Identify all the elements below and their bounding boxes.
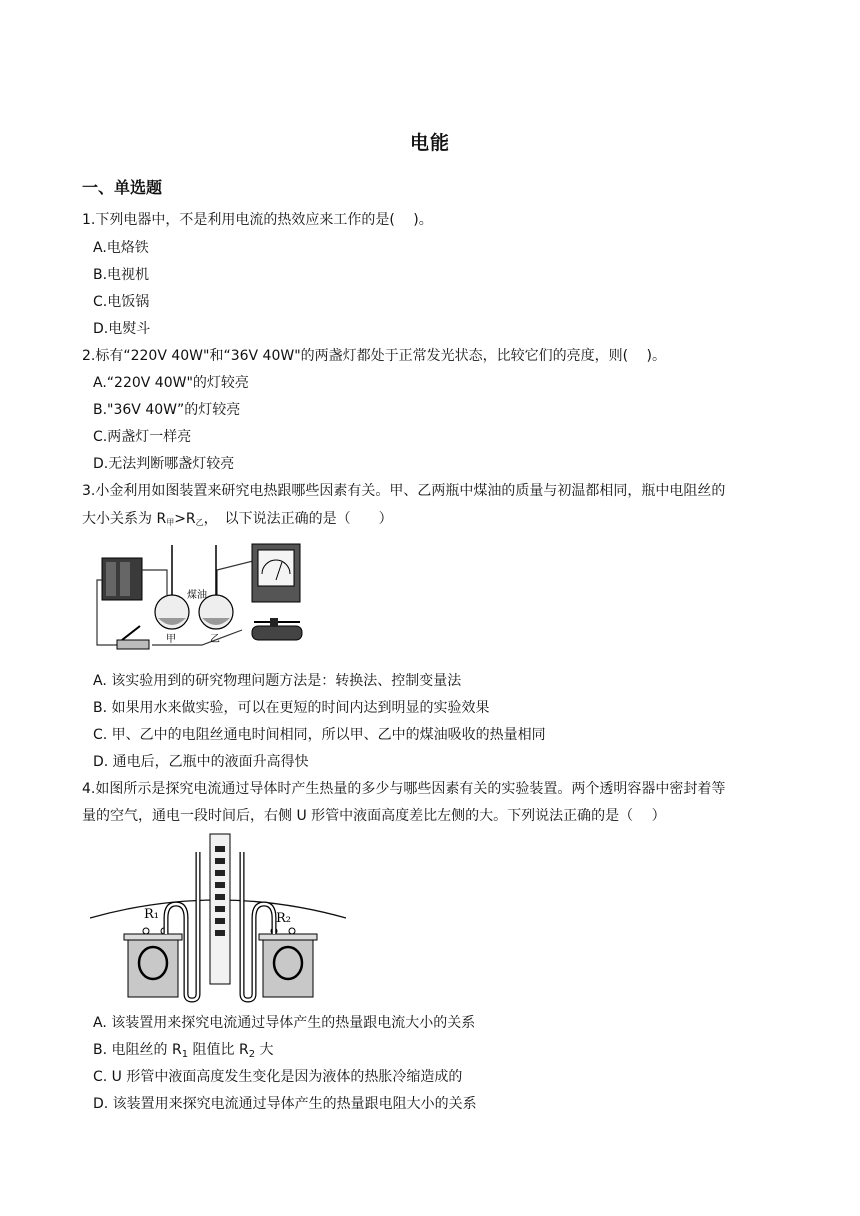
question-4-option-a: A. 该装置用来探究电流通过导体产生的热量跟电流大小的关系 xyxy=(93,1015,476,1031)
subscript-jia: 甲 xyxy=(166,518,175,527)
question-4-apparatus-figure xyxy=(88,832,348,1004)
question-3-option-b: B. 如果用水来做实验，可以在更短的时间内达到明显的实验效果 xyxy=(93,700,490,716)
question-1-option-b: B.电视机 xyxy=(93,267,150,283)
question-4-stem-line1: 4.如图所示是探究电流通过导体时产生热量的多少与哪些因素有关的实验装置。两个透明容器中密封着等 xyxy=(82,781,726,797)
question-1-option-d: D.电熨斗 xyxy=(93,321,151,337)
question-3-apparatus-figure xyxy=(92,540,312,662)
page-title: 电能 xyxy=(409,132,450,154)
question-4-option-d: D. 该装置用来探究电流通过导体产生的热量跟电阻大小的关系 xyxy=(93,1096,477,1112)
subscript-yi: 乙 xyxy=(195,518,204,527)
label-jia: 甲 xyxy=(166,634,176,645)
question-2-option-b: B."36V 40W”的灯较亮 xyxy=(93,402,241,418)
question-3-option-c: C. 甲、乙中的电阻丝通电时间相同，所以甲、乙中的煤油吸收的热量相同 xyxy=(93,727,546,743)
question-1-option-a: A.电烙铁 xyxy=(93,240,149,256)
question-3-option-a: A. 该实验用到的研究物理问题方法是：转换法、控制变量法 xyxy=(93,673,462,689)
label-yi: 乙 xyxy=(210,634,220,645)
question-2-option-c: C.两盏灯一样亮 xyxy=(93,429,192,445)
question-2-option-a: A.“220V 40W"的灯较亮 xyxy=(93,375,249,391)
question-2-option-d: D.无法判断哪盏灯较亮 xyxy=(93,456,235,472)
question-3-stem-line2: 大小关系为 $R_甲>R_乙$， 以下说法正确的是（ ） xyxy=(82,511,393,527)
section-heading: 一、单选题 xyxy=(82,178,163,197)
label-r1: R₁ xyxy=(144,907,159,922)
question-2-stem: 2.标有“220V 40W"和“36V 40W"的两盏灯都处于正常发光状态，比较它们的亮度，则( )。 xyxy=(82,348,667,364)
question-4-option-c: C. U 形管中液面高度发生变化是因为液体的热胀冷缩造成的 xyxy=(93,1069,463,1085)
question-3-option-d: D. 通电后，乙瓶中的液面升高得快 xyxy=(93,754,309,770)
label-kerosene: 煤油 xyxy=(187,590,207,601)
question-4-stem-line2: 量的空气，通电一段时间后，右侧 U 形管中液面高度差比左侧的大。下列说法正确的是（ ） xyxy=(82,808,666,824)
label-r2: R₂ xyxy=(276,911,291,926)
question-1-stem: 1.下列电器中，不是利用电流的热效应来工作的是( )。 xyxy=(82,212,433,228)
question-3-stem-line1: 3.小金利用如图装置来研究电热跟哪些因素有关。甲、乙两瓶中煤油的质量与初温都相同，瓶中电阻丝的 xyxy=(82,483,726,499)
question-1-option-c: C.电饭锅 xyxy=(93,294,150,310)
question-4-option-b: B. 电阻丝的 $R_1$ 阻值比 $R_2$ 大 xyxy=(93,1042,274,1060)
